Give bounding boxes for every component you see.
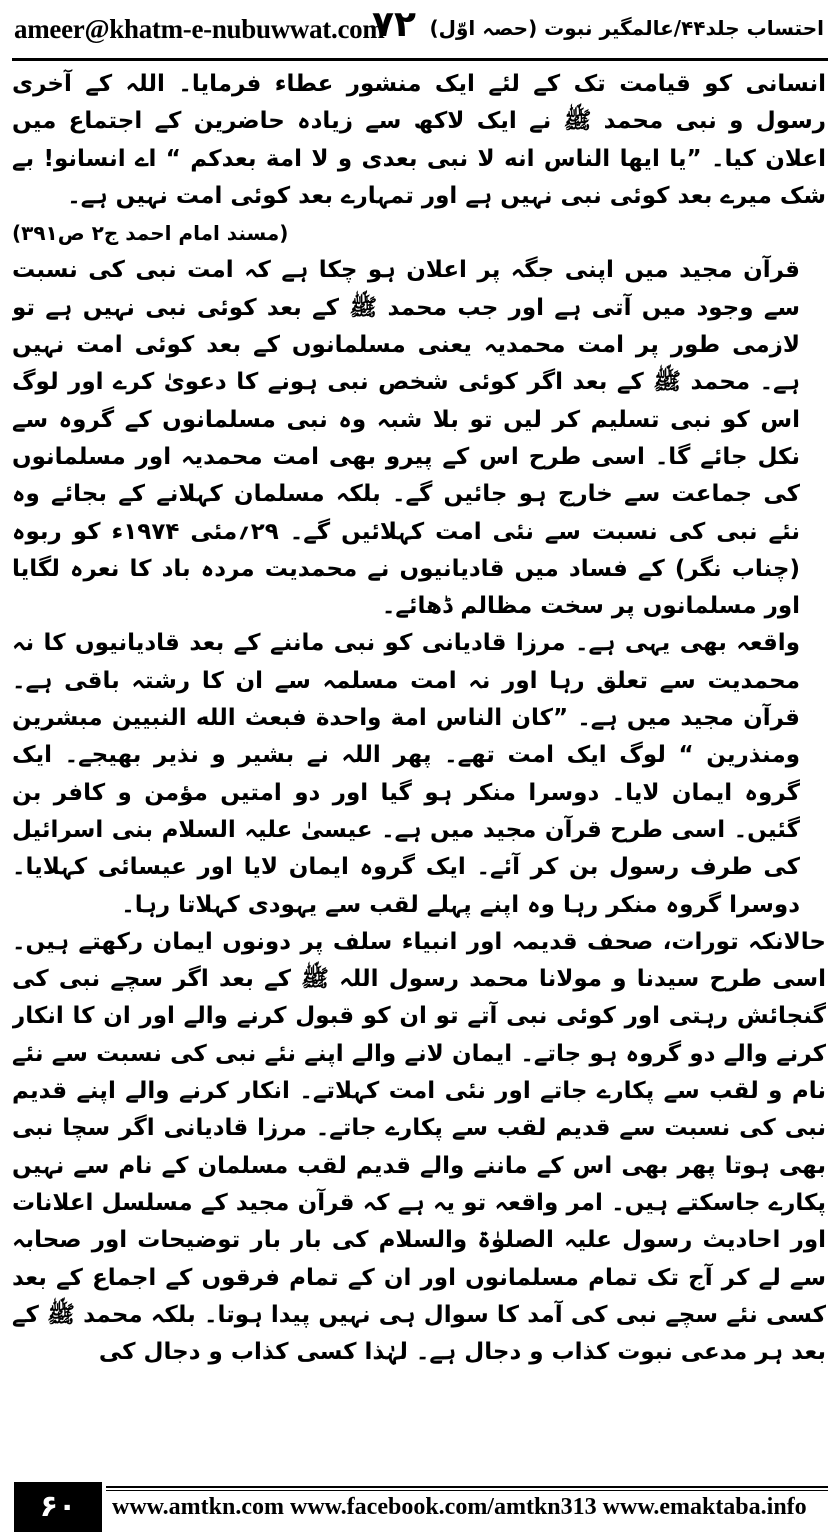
- header-book-title: احتساب جلد۴۴/عالمگیر نبوت (حصہ اوّل): [429, 16, 824, 40]
- header-divider: [12, 58, 828, 61]
- citation: (مسند امام احمد ج۲ ص۳۹۱): [12, 221, 289, 246]
- paragraph-1: [12, 66, 826, 252]
- footer-page-number: ۶۰: [14, 1482, 102, 1532]
- paragraph-3: واقعہ بھی یہی ہے۔ مرزا قادیانی کو نبی ماننے کے بعد قادیانیوں کا نہ محمدیت سے تعلق رہا اور نہ امت مسلمہ سے ان کا رشتہ باقی ہے۔ قرآن مجید میں ہے۔ ”کان الناس امة واحدة فبعث الله النبیین مبشرین ومنذرین “ لوگ ایک امت تھے۔ پھر اللہ نے بشیر و نذیر بھیجے۔ ایک گروہ ایمان لایا۔ دوسرا منکر ہو گیا اور دو امتیں مؤمن و کافر بن گئیں۔ اسی طرح قرآن مجید میں ہے۔ عیسیٰ علیہ السلام بنی اسرائیل کی طرف رسول بن کر آئے۔ ایک گروہ ایمان لایا اور عیسائی کہلایا۔ دوسرا گروہ منکر رہا وہ اپنے پہلے لقب سے یہودی کہلاتا رہا۔: [12, 630, 800, 918]
- footer-divider-thin: [106, 1490, 828, 1491]
- footer-divider: [106, 1486, 828, 1488]
- header-email[interactable]: ameer@khatm-e-nubuwwat.com: [14, 14, 385, 44]
- page-body: [12, 66, 826, 1468]
- header-page-number: ۷۲: [372, 4, 416, 45]
- footer-links[interactable]: www.amtkn.com www.facebook.com/amtkn313 www.emaktaba.info: [112, 1494, 807, 1520]
- paragraph-2: قرآن مجید میں اپنی جگہ پر اعلان ہو چکا ہے کہ امت نبی کی نسبت سے وجود میں آتی ہے اور جب محمد ﷺ کے بعد کوئی نبی نہیں ہے تو لازمی طور پر امت محمدیہ یعنی مسلمانوں کے بعد کوئی امت نہیں ہے۔ محمد ﷺ کے بعد اگر کوئی شخص نبی ہونے کا دعویٰ کرے اور لوگ اس کو نبی تسلیم کر لیں تو بلا شبہ وہ نبی مسلمانوں کے گروہ سے نکل جائے گا۔ اسی طرح اس کے پیرو بھی امت محمدیہ اور مسلمانوں کی جماعت سے خارج ہو جائیں گے۔ بلکہ مسلمان کہلانے کے بجائے وہ نئے نبی کی نسبت سے نئی امت کہلائیں گے۔ ۲۹؍مئی ۱۹۷۴ء کو ربوہ (چناب نگر) کے فساد میں قادیانیوں نے محمدیت مردہ باد کا نعرہ لگایا اور مسلمانوں پر سخت مظالم ڈھائے۔: [12, 257, 800, 620]
- page-header: [0, 0, 840, 62]
- page-footer: [0, 1482, 840, 1540]
- paragraph-4: حالانکہ تورات، صحف قدیمہ اور انبیاء سلف پر دونوں ایمان رکھتے ہیں۔ اسی طرح سیدنا و مولانا محمد رسول اللہ ﷺ کے بعد اگر سچے نبی کی گنجائش رہتی اور کوئی نبی آتے تو ان کو قبول کرنے والے اور ان کا انکار کرنے والے دو گروہ ہو جاتے۔ ایمان لانے والے اپنے نئے نبی کی نسبت سے نئے نام و لقب سے پکارے جاتے اور نئی امت کہلاتے۔ انکار کرنے والے اپنے قدیم نبی کی نسبت سے قدیم لقب سے پکارے جاتے۔ مرزا قادیانی اگر سچا نبی بھی ہوتا پھر بھی اس کے ماننے والے قدیم لقب مسلمان کے نام سے نہیں پکارے جاسکتے ہیں۔ امر واقعہ تو یہ ہے کہ قرآن مجید کے مسلسل اعلانات اور احادیث رسول علیہ الصلوٰۃ والسلام کی بار بار توضیحات اور صحابہ سے لے کر آج تک تمام مسلمانوں اور ان کے تمام فرقوں کے اجماع کے بعد کسی نئے سچے نبی کی آمد کا سوال ہی نہیں پیدا ہوتا۔ بلکہ محمد ﷺ کے بعد ہر مدعی نبوت کذاب و دجال ہے۔ لہٰذا کسی کذاب و دجال کی: [12, 928, 826, 1366]
- paragraph-1-text: انسانی کو قیامت تک کے لئے ایک منشور عطاء فرمایا۔ اللہ کے آخری رسول و نبی محمد ﷺ نے ایک لاکھ سے زیادہ حاضرین کے اجتماع میں اعلان کیا۔ ”یا ایھا الناس انه لا نبی بعدی و لا امة بعدکم “ اے انسانو! بے شک میرے بعد کوئی نبی نہیں ہے اور تمہارے بعد کوئی امت نہیں ہے۔: [12, 71, 826, 209]
